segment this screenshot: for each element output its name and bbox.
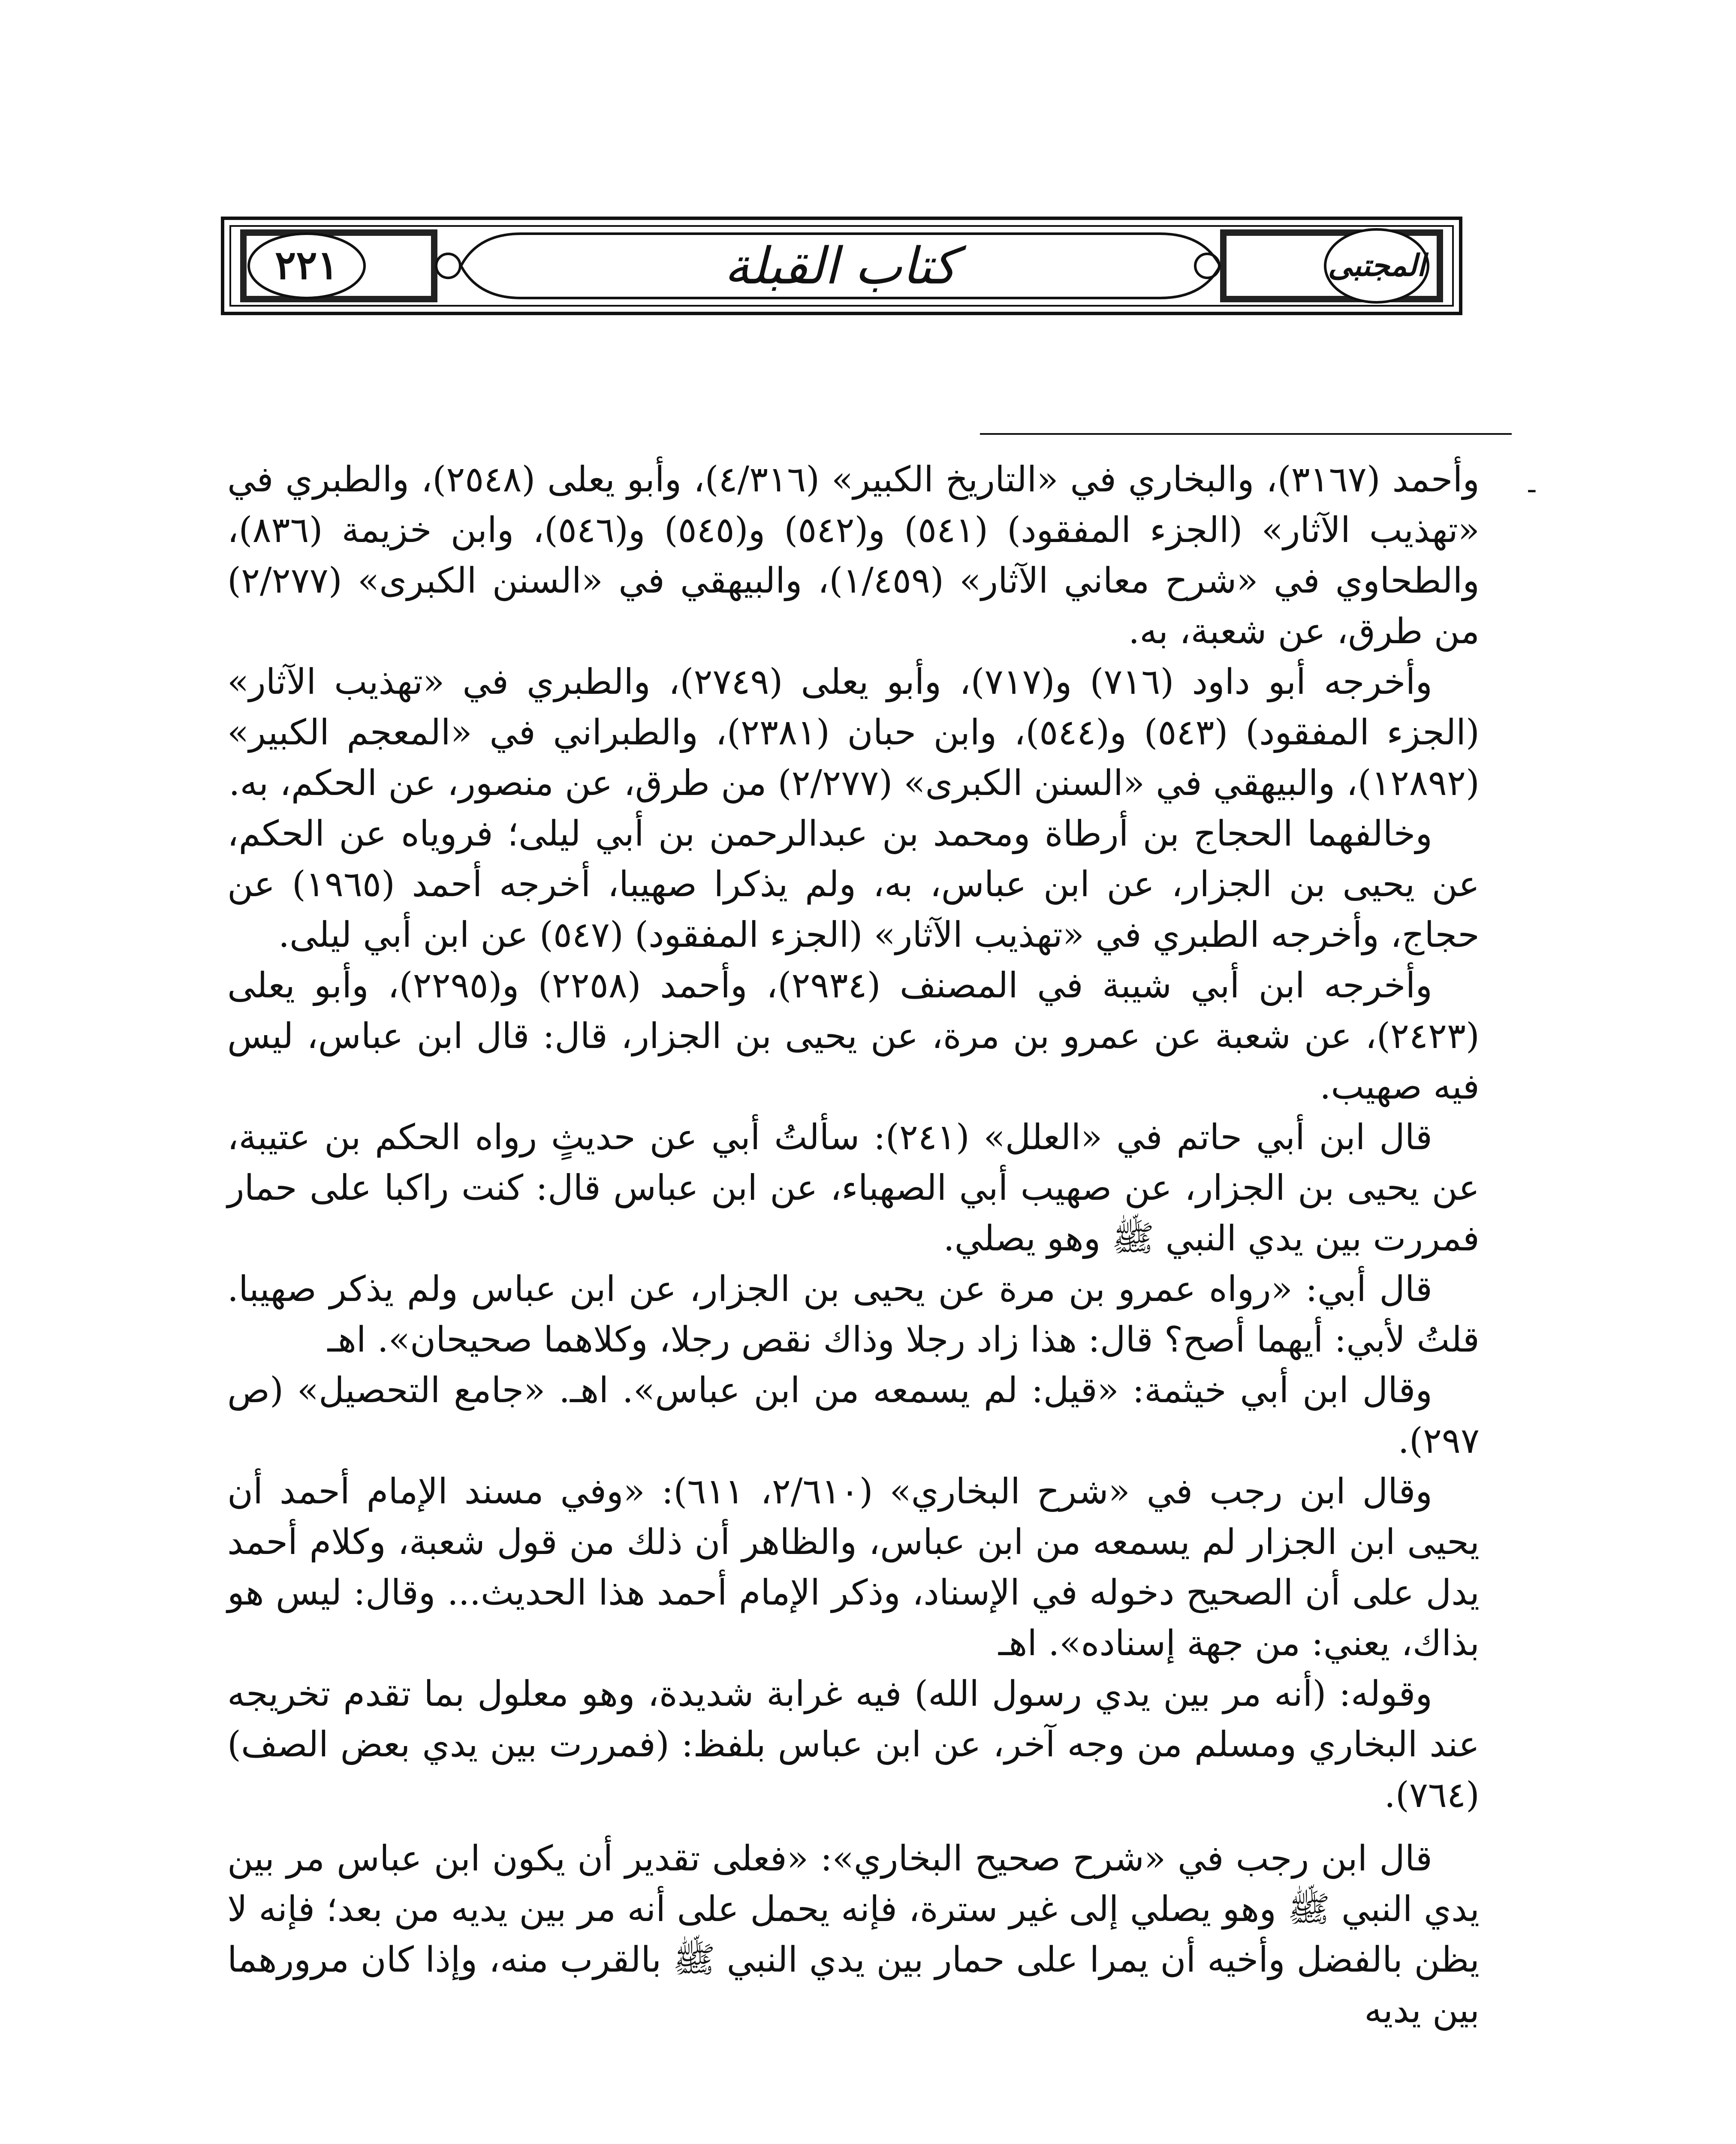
paragraph-9: وقوله: (أنه مر بين يدي رسول الله) فيه غرابة شديدة، وهو معلول بما تقدم تخريجه عند البخاري ومسلم من وجه آخر، عن ابن عباس بلفظ: (فمررت بين يدي بعض الصف) (٧٦٤). (227, 1674, 1480, 1816)
paragraph-7: وقال ابن أبي خيثمة: «قيل: لم يسمعه من ابن عباس». اهـ. «جامع التحصيل» (ص ٢٩٧). (227, 1370, 1480, 1461)
continuation-marker-top: - (1527, 471, 1537, 506)
paragraph-2: وأخرجه أبو داود (٧١٦) و(٧١٧)، وأبو يعلى (٢٧٤٩)، والطبري في «تهذيب الآثار» (الجزء المفقود) (٥٤٣) و(٥٤٤)، وابن حبان (٢٣٨١)، والطبراني في «المعجم الكبير» (١٢٨٩٢)، والبيهقي في «السنن الكبرى» (٢/٢٧٧) من طرق، عن منصور، عن الحكم، به. (227, 662, 1480, 804)
footnote-text-block (227, 455, 1480, 2036)
running-header-title: كتاب القبلة (724, 236, 957, 295)
paragraph-6: قال أبي: «رواه عمرو بن مرة عن يحيى بن الجزار، عن ابن عباس ولم يذكر صهيبا. قلتُ لأبي: أيهما أصح؟ قال: هذا زاد رجلا وذاك نقص رجلا، وكلاهما صحيحان». اهـ (227, 1269, 1480, 1360)
paragraph-5: قال ابن أبي حاتم في «العلل» (٢٤١): سألتُ أبي عن حديثٍ رواه الحكم بن عتيبة، عن يحيى بن الجزار، عن صهيب أبي الصهباء، عن ابن عباس قال: كنت راكبا على حمار فمررت بين يدي النبي ﷺ وهو يصلي. (227, 1117, 1480, 1259)
paragraph-1: وأحمد (٣١٦٧)، والبخاري في «التاريخ الكبير» (٤/٣١٦)، وأبو يعلى (٢٥٤٨)، والطبري في «تهذيب الآثار» (الجزء المفقود) (٥٤١) و(٥٤٢) و(٥٤٥) و(٥٤٦)، وابن خزيمة (٨٣٦)، والطحاوي في «شرح معاني الآثار» (١/٤٥٩)، والبيهقي في «السنن الكبرى» (٢/٢٧٧) من طرق، عن شعبة، به. (227, 459, 1480, 652)
paragraph-3: وخالفهما الحجاج بن أرطاة ومحمد بن عبدالرحمن بن أبي ليلى؛ فروياه عن الحكم، عن يحيى بن الجزار، عن ابن عباس، به، ولم يذكرا صهيبا، أخرجه أحمد (١٩٦٥) عن حجاج، وأخرجه الطبري في «تهذيب الآثار» (الجزء المفقود) (٥٤٧) عن ابن أبي ليلى. (227, 813, 1480, 955)
footnote-divider (980, 433, 1512, 435)
paragraph-4: وأخرجه ابن أبي شيبة في المصنف (٢٩٣٤)، وأحمد (٢٢٥٨) و(٢٢٩٥)، وأبو يعلى (٢٤٢٣)، عن شعبة عن عمرو بن مرة، عن يحيى بن الجزار، قال: قال ابن عباس، ليس فيه صهيب. (227, 965, 1480, 1107)
publisher-logo: المجتبى (1328, 247, 1426, 283)
paragraph-8: وقال ابن رجب في «شرح البخاري» (٢/٦١٠، ٦١١): «وفي مسند الإمام أحمد أن يحيى ابن الجزار لم يسمعه من ابن عباس، والظاهر أن ذلك من قول شعبة، وكلام أحمد يدل على أن الصحيح دخوله في الإسناد، وذكر الإمام أحمد هذا الحديث... وقال: ليس هو بذاك، يعني: من جهة إسناده». اهـ (227, 1471, 1480, 1664)
paragraph-10: قال ابن رجب في «شرح صحيح البخاري»: «فعلى تقدير أن يكون ابن عباس مر بين يدي النبي ﷺ وهو يصلي إلى غير سترة، فإنه يحمل على أنه مر بين يديه من بعد؛ فإنه لا يظن بالفضل وأخيه أن يمرا على حمار بين يدي النبي ﷺ بالقرب منه، وإذا كان مرورهما بين يديه (227, 1838, 1480, 2031)
page-number: ٢٢١ (274, 242, 339, 288)
